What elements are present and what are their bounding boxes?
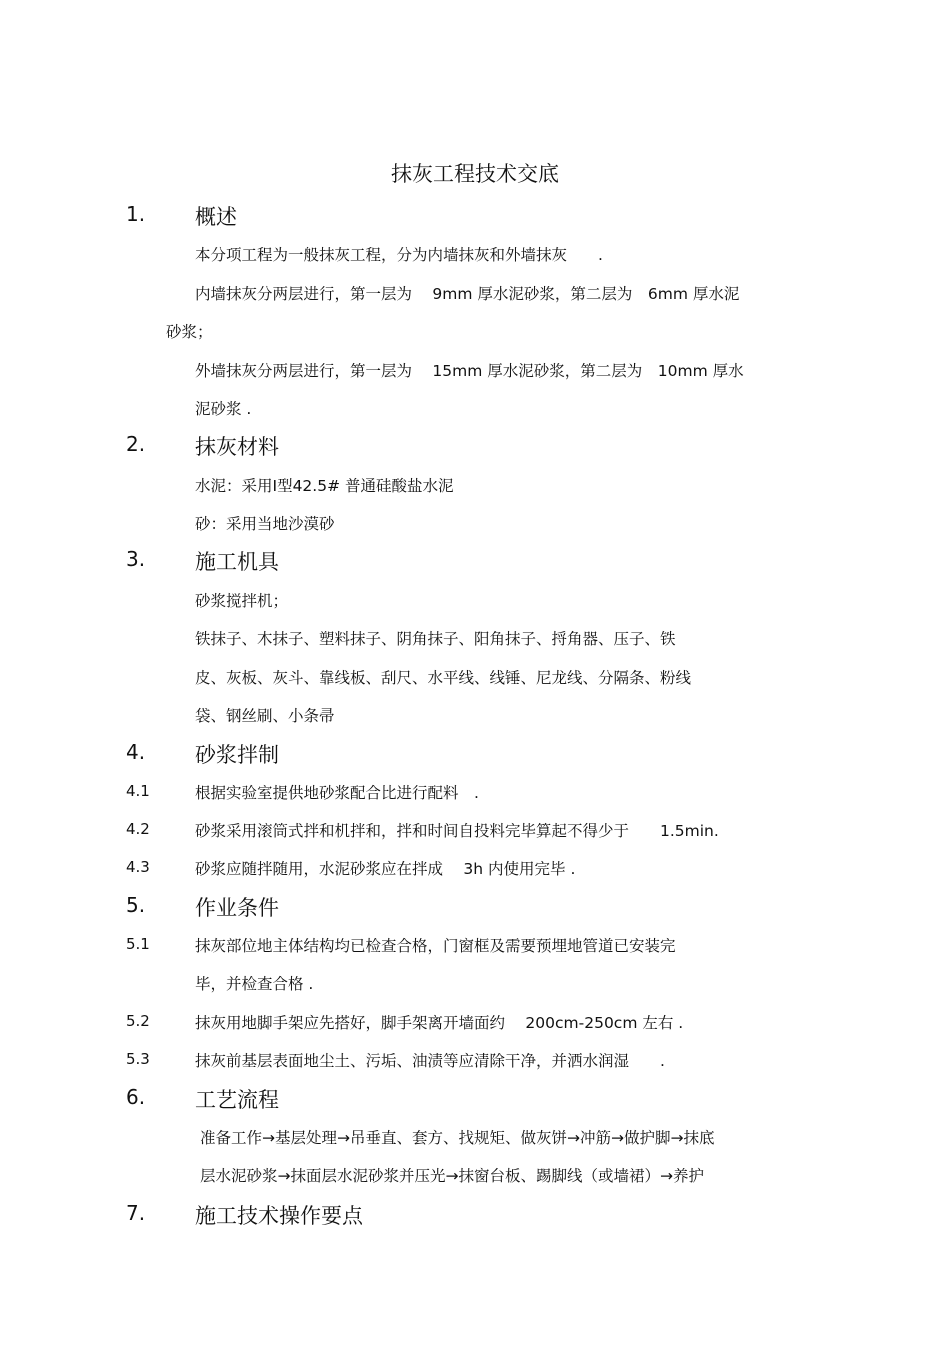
paragraph-line: 外墙抹灰分两层进行，第一层为 15mm 厚水泥砂浆，第二层为 10mm 厚水 xyxy=(195,362,744,380)
section-number: 6. xyxy=(126,1085,146,1109)
section-number: 2. xyxy=(126,432,146,456)
subsection-number: 4.2 xyxy=(126,820,150,838)
paragraph-line: 袋、钢丝刷、小条帚 xyxy=(195,707,335,725)
paragraph-line: 砂浆； xyxy=(166,323,213,341)
subsection-number: 4.1 xyxy=(126,782,150,800)
document-title: 抹灰工程技术交底 xyxy=(391,162,559,186)
paragraph-line: 毕，并检查合格 . xyxy=(195,975,314,993)
subsection-number: 4.3 xyxy=(126,858,150,876)
section-number: 4. xyxy=(126,740,146,764)
paragraph-line: 砂浆采用滚筒式拌和机拌和，拌和时间自投料完毕算起不得少于 1.5min. xyxy=(195,822,719,840)
section-heading: 施工机具 xyxy=(195,550,279,574)
section-heading: 概述 xyxy=(195,205,237,229)
subsection-number: 5.2 xyxy=(126,1012,150,1030)
section-heading: 砂浆拌制 xyxy=(195,743,279,767)
paragraph-line: 砂：采用当地沙漠砂 xyxy=(195,515,335,533)
paragraph-line: 皮、灰板、灰斗、靠线板、刮尺、水平线、线锤、尼龙线、分隔条、粉线 xyxy=(195,669,692,687)
paragraph-line: 砂浆搅拌机； xyxy=(195,592,289,610)
paragraph-line: 泥砂浆 . xyxy=(195,400,252,418)
paragraph-line: 砂浆应随拌随用，水泥砂浆应在拌成 3h 内使用完毕 . xyxy=(195,860,576,878)
paragraph-line: 水泥：采用Ⅰ型42.5# 普通硅酸盐水泥 xyxy=(195,477,454,495)
paragraph-line: 准备工作→基层处理→吊垂直、套方、找规矩、做灰饼→冲筋→做护脚→抹底 xyxy=(200,1129,715,1147)
paragraph-line: 本分项工程为一般抹灰工程，分为内墙抹灰和外墙抹灰 . xyxy=(195,246,603,264)
paragraph-line: 铁抹子、木抹子、塑料抹子、阴角抹子、阳角抹子、捋角器、压子、铁 xyxy=(195,630,676,648)
paragraph-line: 抹灰前基层表面地尘土、污垢、油渍等应清除干净，并洒水润湿 . xyxy=(195,1052,665,1070)
paragraph-line: 根据实验室提供地砂浆配合比进行配料 . xyxy=(195,784,479,802)
section-number: 7. xyxy=(126,1201,146,1225)
section-number: 5. xyxy=(126,893,146,917)
paragraph-line: 内墙抹灰分两层进行，第一层为 9mm 厚水泥砂浆，第二层为 6mm 厚水泥 xyxy=(195,285,740,303)
section-number: 1. xyxy=(126,202,146,226)
paragraph-line: 抹灰用地脚手架应先搭好，脚手架离开墙面约 200cm-250cm 左右 . xyxy=(195,1014,684,1032)
paragraph-line: 抹灰部位地主体结构均已检查合格，门窗框及需要预埋地管道已安装完 xyxy=(195,937,676,955)
subsection-number: 5.3 xyxy=(126,1050,150,1068)
section-heading: 施工技术操作要点 xyxy=(195,1204,363,1228)
section-heading: 作业条件 xyxy=(195,896,279,920)
section-heading: 工艺流程 xyxy=(195,1088,279,1112)
section-heading: 抹灰材料 xyxy=(195,435,279,459)
paragraph-line: 层水泥砂浆→抹面层水泥砂浆并压光→抹窗台板、踢脚线（或墙裙）→养护 xyxy=(200,1167,704,1185)
section-number: 3. xyxy=(126,547,146,571)
subsection-number: 5.1 xyxy=(126,935,150,953)
